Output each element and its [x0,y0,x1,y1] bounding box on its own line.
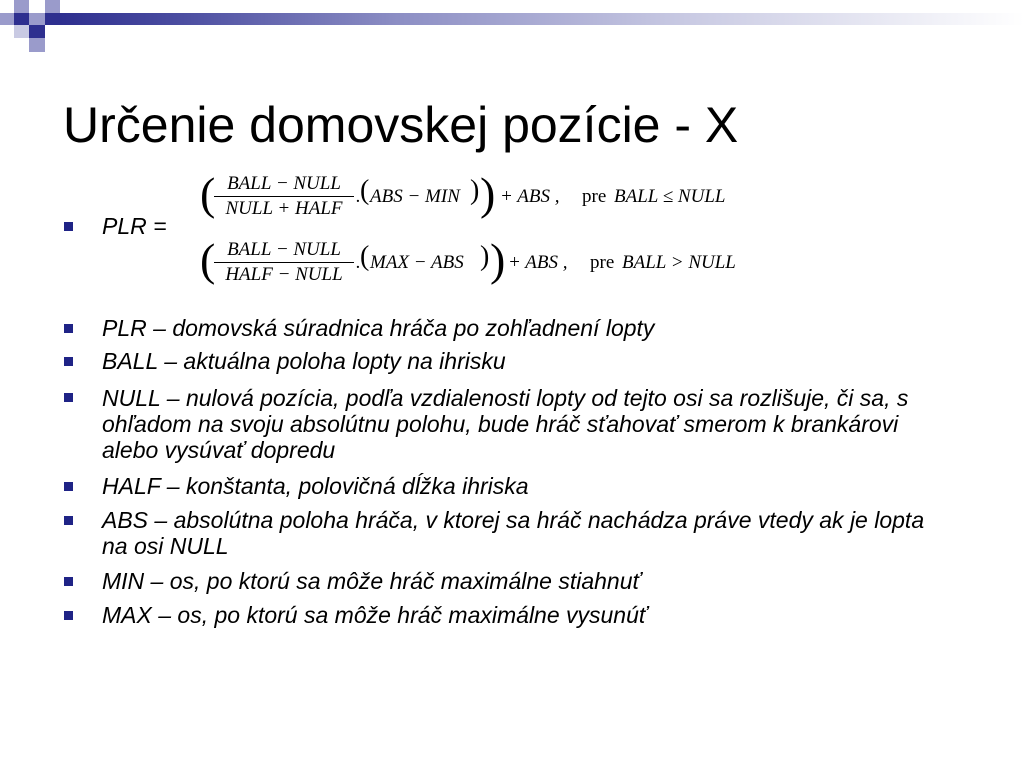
paren-open: ( [200,168,216,219]
cond-expr-1: BALL ≤ NULL [614,186,726,207]
fraction-1 [214,172,354,221]
cond-word-2: pre [590,252,615,273]
bullet-icon [64,393,73,402]
bullet-icon [64,577,73,586]
paren-open: ( [200,234,216,285]
header-square [0,0,14,13]
cond-word-1: pre [582,186,607,207]
paren-close: ) [480,168,496,219]
slide-title: Určenie domovskej pozície - X [63,97,739,153]
plr-label: PLR = [102,213,167,239]
header-square [14,25,29,38]
bullet-icon [64,611,73,620]
header-square [14,0,29,13]
definition-item: HALF – konštanta, polovičná dĺžka ihriska [102,473,529,499]
formula-row-2 [200,234,760,294]
numerator-2: BALL − NULL [214,238,354,263]
header-square [0,13,14,25]
factor-2: MAX − ABS [370,252,464,273]
definition-item: MAX – os, po ktorú sa môže hráč maximálne vysunúť [102,602,648,628]
dot-1: . [356,186,361,207]
paren-inner-close: ) [480,241,490,272]
paren-inner-open: ( [360,241,370,272]
bullet-icon [64,324,73,333]
bullet-icon [64,516,73,525]
plus-abs-2: + ABS , [508,252,568,273]
definition-item: ABS – absolútna poloha hráča, v ktorej sa hráč nachádza práve vtedy ak je lopta na osi NULL [102,507,925,559]
numerator-1: BALL − NULL [214,172,354,197]
paren-inner-close: ) [470,175,480,206]
header-square [45,13,60,25]
definition-item: NULL – nulová pozícia, podľa vzdialenosti lopty od tejto osi sa rozlišuje, či sa, s ohľadom na svoju absolútnu polohu, bude hráč sťahovať smerom k brankárovi alebo vysúvať dopredu [102,385,909,463]
denominator-2: HALF − NULL [225,264,343,285]
header-square [29,0,45,13]
header-square [29,38,45,52]
bullet-icon [64,357,73,366]
cond-expr-2: BALL > NULL [622,252,736,273]
denominator-1: NULL + HALF [225,198,343,219]
fraction-2 [214,238,354,287]
definition-item: MIN – os, po ktorú sa môže hráč maximálne stiahnuť [102,568,641,594]
paren-close: ) [490,234,506,285]
bullet-icon [64,222,73,231]
plus-abs-1: + ABS , [500,186,560,207]
header-gradient-bar [60,13,1024,25]
definition-item: BALL – aktuálna poloha lopty na ihrisku [102,348,506,374]
bullet-icon [64,482,73,491]
header-square [29,13,45,25]
formula-row-1 [200,168,760,228]
dot-2: . [356,252,361,273]
factor-1: ABS − MIN [370,186,460,207]
definition-item: PLR – domovská súradnica hráča po zohľadnení lopty [102,315,655,341]
header-square [14,13,29,25]
paren-inner-open: ( [360,175,370,206]
header-square [29,25,45,38]
header-square [45,0,60,13]
